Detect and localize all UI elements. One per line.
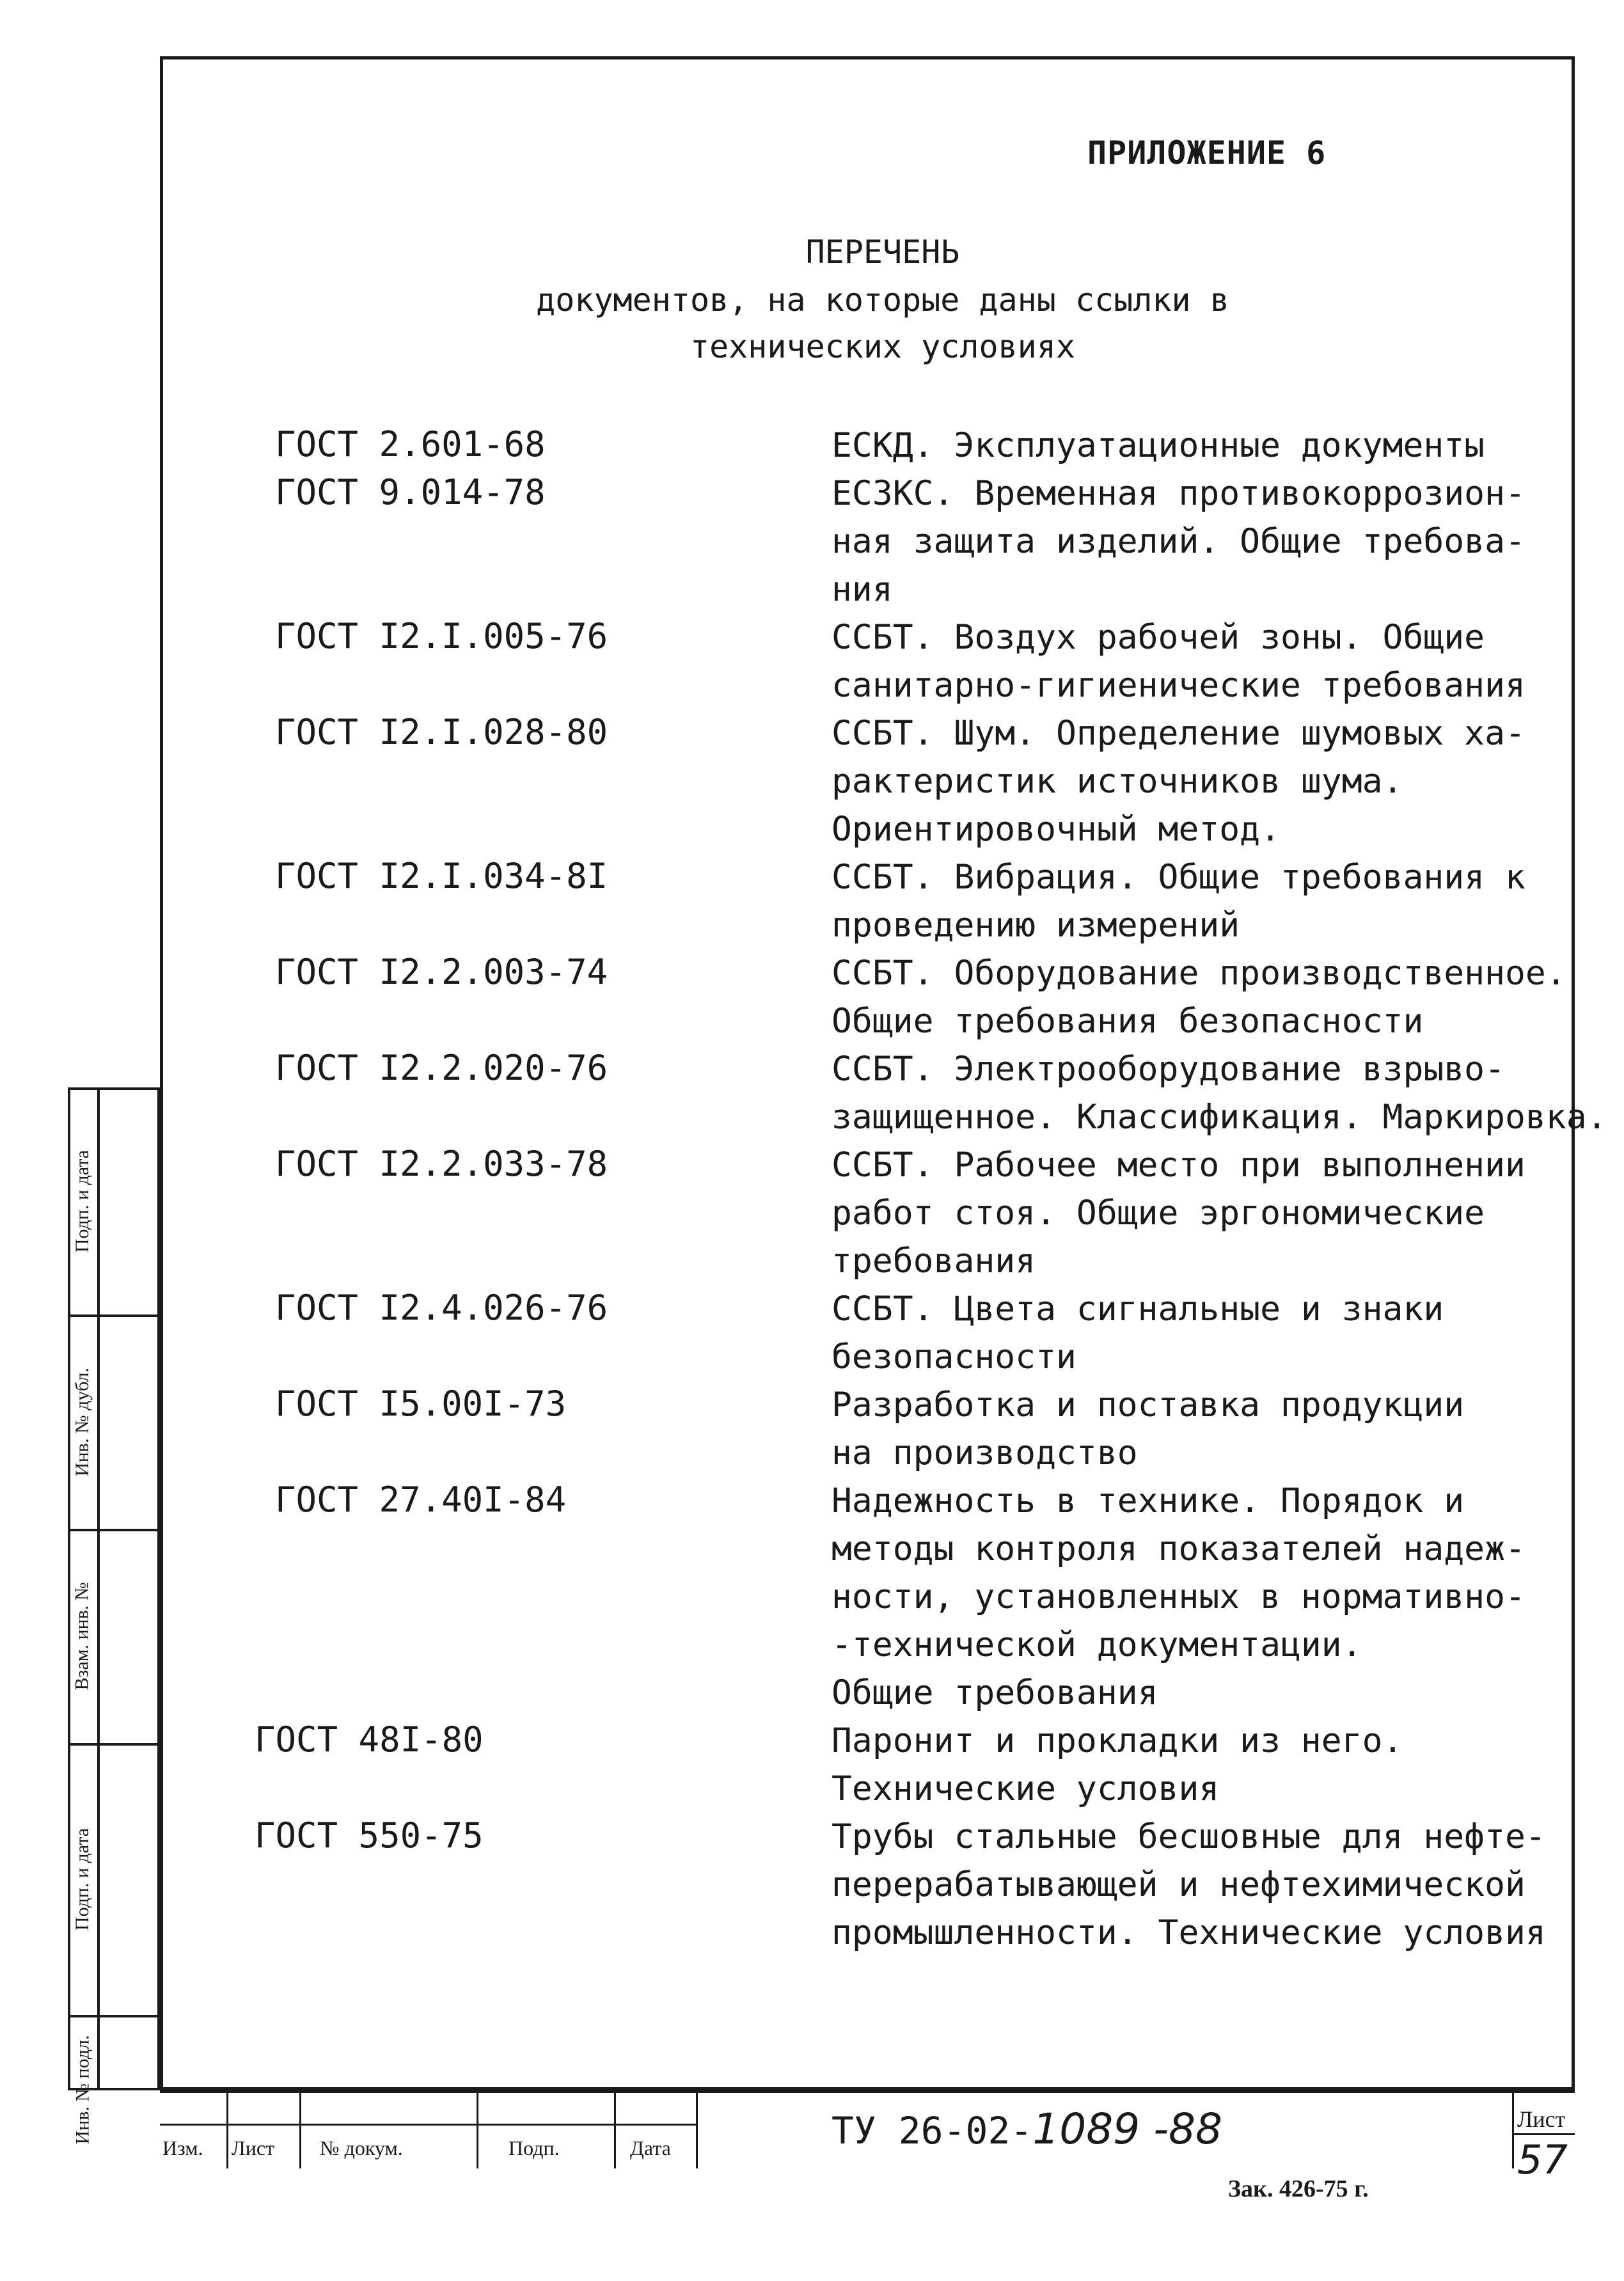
gost-description: ССБТ. Цвета сигнальные и знаки безопасности: [832, 1290, 1444, 1377]
gost-code: ГОСТ 9.014-78: [275, 472, 546, 512]
title-block-rule: [614, 2090, 616, 2168]
side-stamp: [68, 1087, 160, 2145]
title-block-border: [160, 2090, 1575, 2093]
gost-code: ГОСТ I2.2.003-74: [275, 952, 608, 992]
header-izm: Изм.: [162, 2136, 203, 2159]
gost-code: ГОСТ 2.601-68: [275, 424, 546, 464]
gost-description: Надежность в технике. Порядок и методы контроля показателей надеж- ности, установленных в нормативно- -технической документации. Общие требования: [832, 1481, 1525, 1712]
sheet-number: 57: [1517, 2136, 1568, 2183]
gost-description: ССБТ. Вибрация. Общие требования к проведению измерений: [832, 858, 1525, 945]
list-title: ПЕРЕЧЕНЬ: [805, 233, 960, 271]
header-n-dokum: № докум.: [320, 2136, 403, 2159]
appendix-label: ПРИЛОЖЕНИЕ 6: [1087, 134, 1327, 171]
gost-description: Трубы стальные бесшовные для нефте- перерабатывающей и нефтехимической промышленности. Технические условия: [832, 1817, 1546, 1952]
title-block-rule: [160, 2124, 697, 2126]
gost-code: ГОСТ 48I-80: [255, 1719, 484, 1760]
gost-code: ГОСТ I2.2.033-78: [275, 1144, 608, 1184]
stamp-vzam-inv: Взам. инв. №: [72, 1581, 93, 1691]
gost-code: ГОСТ I2.I.034-8I: [275, 856, 608, 896]
header-data: Дата: [630, 2136, 671, 2159]
gost-description: ССБТ. Оборудование производственное. Общие требования безопасности: [832, 954, 1566, 1041]
stamp-inv-dubl: Инв. № дубл.: [72, 1367, 93, 1476]
list-subtitle-line-2: технических условиях: [690, 328, 1076, 365]
header-list: Лист: [232, 2136, 275, 2159]
gost-code: ГОСТ I5.00I-73: [275, 1384, 567, 1424]
sheet-label: Лист: [1517, 2106, 1566, 2132]
order-note: Зак. 426-75 г.: [1228, 2175, 1369, 2202]
stamp-inv-podl: Инв. № подл.: [72, 2035, 93, 2145]
stamp-divider: [97, 1087, 100, 2090]
gost-description: ЕСЗКС. Временная противокоррозион- ная защита изделий. Общие требова- ния: [832, 474, 1525, 609]
gost-code: ГОСТ I2.I.028-80: [275, 712, 608, 752]
gost-code: ГОСТ I2.2.020-76: [275, 1048, 608, 1088]
stamp-podp-data-2: Подп. и дата: [72, 1827, 93, 1930]
gost-code: ГОСТ I2.I.005-76: [275, 616, 608, 656]
stamp-border: [157, 1087, 160, 2090]
title-block-rule: [226, 2090, 228, 2168]
title-block-rule: [1512, 2133, 1575, 2135]
title-block-rule: [1512, 2090, 1514, 2168]
gost-code: ГОСТ 550-75: [255, 1815, 484, 1856]
gost-description: Паронит и прокладки из него. Технические условия: [832, 1721, 1403, 1808]
title-block-rule: [477, 2090, 478, 2168]
gost-description: ССБТ. Электрооборудование взрыво- защищенное. Классификация. Маркировка.: [832, 1050, 1607, 1137]
title-block-rule: [299, 2090, 301, 2168]
header-podp: Подп.: [508, 2136, 560, 2159]
document-designation: ТУ 26-02-1089 -88: [832, 2104, 1223, 2154]
gost-description: Разработка и поставка продукции на производство: [832, 1385, 1465, 1472]
gost-description: ЕСКД. Эксплуатационные документы: [832, 426, 1485, 465]
stamp-podp-data-1: Подп. и дата: [72, 1149, 93, 1252]
gost-code: ГОСТ 27.40I-84: [275, 1480, 567, 1520]
gost-description: ССБТ. Рабочее место при выполнении работ стоя. Общие эргономические требования: [832, 1146, 1525, 1281]
title-block-rule: [696, 2090, 698, 2168]
gost-description: ССБТ. Воздух рабочей зоны. Общие санитарно-гигиенические требования: [832, 618, 1525, 705]
gost-description: ССБТ. Шум. Определение шумовых ха- рактеристик источников шума. Ориентировочный метод.: [832, 714, 1525, 849]
gost-code: ГОСТ I2.4.026-76: [275, 1288, 608, 1328]
list-subtitle-line-1: документов, на которые даны ссылки в: [536, 281, 1229, 319]
